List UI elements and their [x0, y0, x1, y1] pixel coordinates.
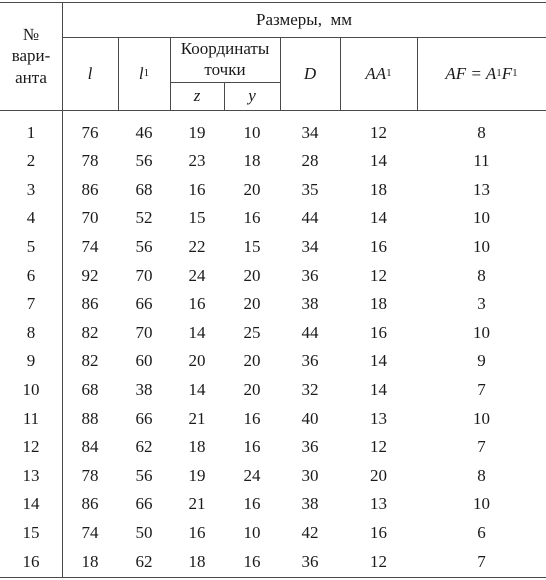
header-bottom-border — [0, 110, 546, 111]
variant-number: 3 — [26, 179, 36, 199]
variant-header-line3: анта — [15, 67, 47, 87]
cell-z: 22 — [188, 236, 206, 256]
cell-aa1: 18 — [370, 294, 387, 314]
cell-af: 3 — [477, 294, 486, 314]
cell-l: 86 — [81, 179, 99, 199]
cell-l: 70 — [81, 208, 99, 228]
cell-d: 44 — [301, 208, 319, 228]
cell-l1: 70 — [135, 322, 153, 342]
cell-l1: 66 — [135, 408, 153, 428]
cell-d: 38 — [301, 494, 319, 514]
variant-number: 7 — [26, 294, 36, 314]
column-header-af-part1: AF = A — [445, 63, 497, 83]
cell-y: 16 — [243, 437, 261, 457]
cell-l: 86 — [81, 294, 99, 314]
variant-number: 11 — [22, 408, 40, 428]
cell-aa1: 14 — [370, 379, 387, 399]
cell-aa1: 13 — [370, 408, 387, 428]
column-header-af — [417, 37, 546, 110]
cell-z: 18 — [188, 437, 206, 457]
cell-l: 18 — [81, 551, 99, 571]
column-header-z: z — [193, 86, 201, 106]
cell-af: 11 — [473, 151, 490, 171]
cell-l1: 46 — [135, 122, 153, 142]
cell-af: 10 — [473, 408, 490, 428]
cell-aa1: 20 — [370, 465, 387, 485]
cell-aa1: 14 — [370, 351, 387, 371]
cell-aa1: 16 — [370, 236, 387, 256]
cell-l1: 56 — [135, 151, 153, 171]
column-header-af-subscript1: 1 — [496, 67, 502, 80]
cell-l1: 56 — [135, 465, 153, 485]
cell-l: 74 — [81, 236, 99, 256]
column-header-aa1 — [340, 37, 417, 110]
cell-aa1: 13 — [370, 494, 387, 514]
variant-number: 4 — [26, 208, 36, 228]
cell-l1: 50 — [135, 522, 153, 542]
cell-y: 20 — [243, 265, 261, 285]
cell-af: 7 — [477, 437, 486, 457]
cell-y: 20 — [243, 294, 261, 314]
column-header-af-part2: F — [501, 63, 513, 83]
cell-af: 8 — [477, 465, 486, 485]
cell-y: 24 — [243, 465, 261, 485]
cell-l: 84 — [81, 437, 99, 457]
cell-d: 30 — [301, 465, 319, 485]
cell-l: 82 — [81, 351, 99, 371]
variant-header — [0, 2, 62, 110]
column-header-coordinates — [170, 37, 280, 82]
cell-y: 16 — [243, 494, 261, 514]
cell-z: 18 — [188, 551, 206, 571]
cell-d: 38 — [301, 294, 319, 314]
variant-number: 13 — [22, 465, 40, 485]
cell-z: 14 — [188, 322, 206, 342]
variant-number: 12 — [22, 437, 40, 457]
cell-d: 40 — [301, 408, 319, 428]
cell-aa1: 18 — [370, 179, 387, 199]
cell-aa1: 12 — [370, 122, 387, 142]
variant-number: 16 — [22, 551, 40, 571]
variant-number: 15 — [22, 522, 40, 542]
cell-z: 20 — [188, 351, 206, 371]
cell-l: 76 — [81, 122, 99, 142]
cell-z: 15 — [188, 208, 206, 228]
cell-z: 16 — [188, 522, 206, 542]
cell-aa1: 12 — [370, 437, 387, 457]
cell-af: 10 — [473, 322, 490, 342]
cell-y: 16 — [243, 551, 261, 571]
column-header-aa1-text: AA — [365, 63, 387, 83]
column-header-l-text: l — [87, 63, 93, 83]
cell-y: 18 — [243, 151, 261, 171]
cell-y: 20 — [243, 379, 261, 399]
cell-l1: 62 — [135, 437, 153, 457]
cell-l1: 56 — [135, 236, 153, 256]
cell-aa1: 16 — [370, 322, 387, 342]
cell-d: 36 — [301, 265, 319, 285]
cell-l1: 62 — [135, 551, 153, 571]
cell-d: 36 — [301, 551, 319, 571]
cell-d: 34 — [301, 122, 319, 142]
cell-af: 10 — [473, 236, 490, 256]
column-header-l1 — [118, 37, 170, 110]
coordinates-line2: точки — [204, 59, 246, 79]
cell-y: 16 — [243, 408, 261, 428]
cell-y: 10 — [243, 522, 261, 542]
cell-d: 44 — [301, 322, 319, 342]
cell-z: 16 — [188, 294, 206, 314]
cell-y: 25 — [243, 322, 261, 342]
variant-number: 2 — [26, 151, 36, 171]
cell-l1: 60 — [135, 351, 153, 371]
variant-header-line2: вари- — [11, 46, 51, 66]
cell-aa1: 16 — [370, 522, 387, 542]
table-bottom-border — [0, 577, 546, 578]
cell-l: 86 — [81, 494, 99, 514]
column-header-af-subscript2: 1 — [512, 67, 518, 80]
cell-af: 10 — [473, 494, 490, 514]
cell-l: 78 — [81, 465, 99, 485]
cell-af: 8 — [477, 122, 486, 142]
variant-number: 9 — [26, 351, 36, 371]
cell-y: 15 — [243, 236, 261, 256]
variant-number: 8 — [26, 322, 36, 342]
cell-d: 32 — [301, 379, 319, 399]
cell-l: 78 — [81, 151, 99, 171]
column-header-l1-text: l — [138, 63, 144, 83]
cell-d: 36 — [301, 437, 319, 457]
variant-number: 5 — [26, 236, 36, 256]
dimensions-group-title: Размеры, мм — [256, 9, 352, 29]
cell-z: 21 — [188, 494, 206, 514]
cell-d: 42 — [301, 522, 319, 542]
cell-aa1: 14 — [370, 208, 387, 228]
cell-af: 7 — [477, 551, 486, 571]
cell-af: 13 — [473, 179, 490, 199]
column-header-y: y — [248, 86, 256, 106]
cell-z: 19 — [188, 465, 206, 485]
cell-y: 16 — [243, 208, 261, 228]
coordinates-line1: Координаты — [180, 39, 270, 59]
cell-z: 14 — [188, 379, 206, 399]
cell-aa1: 14 — [370, 151, 387, 171]
column-header-l1-subscript: 1 — [143, 67, 150, 80]
cell-l: 74 — [81, 522, 99, 542]
cell-y: 20 — [243, 179, 261, 199]
cell-l: 82 — [81, 322, 99, 342]
column-header-aa1-subscript: 1 — [386, 67, 392, 80]
cell-aa1: 12 — [370, 265, 387, 285]
cell-af: 7 — [477, 379, 486, 399]
cell-z: 16 — [188, 179, 206, 199]
cell-l: 68 — [81, 379, 99, 399]
variant-header-number-sign: № — [22, 25, 40, 45]
cell-d: 34 — [301, 236, 319, 256]
cell-l1: 70 — [135, 265, 153, 285]
cell-l: 92 — [81, 265, 99, 285]
cell-d: 36 — [301, 351, 319, 371]
cell-z: 19 — [188, 122, 206, 142]
cell-af: 10 — [473, 208, 490, 228]
cell-z: 23 — [188, 151, 206, 171]
cell-l1: 66 — [135, 294, 153, 314]
column-header-l — [62, 37, 118, 110]
variant-number: 6 — [26, 265, 36, 285]
cell-y: 20 — [243, 351, 261, 371]
column-header-d: D — [303, 63, 317, 83]
cell-af: 8 — [477, 265, 486, 285]
cell-l1: 38 — [135, 379, 153, 399]
variant-number: 14 — [22, 494, 40, 514]
cell-af: 6 — [477, 522, 486, 542]
cell-l1: 66 — [135, 494, 153, 514]
cell-af: 9 — [477, 351, 486, 371]
cell-d: 35 — [301, 179, 319, 199]
cell-d: 28 — [301, 151, 319, 171]
cell-l: 88 — [81, 408, 99, 428]
variant-number: 1 — [26, 122, 36, 142]
cell-z: 21 — [188, 408, 206, 428]
variant-number: 10 — [22, 379, 40, 399]
cell-y: 10 — [243, 122, 261, 142]
cell-l1: 68 — [135, 179, 153, 199]
cell-l1: 52 — [135, 208, 153, 228]
cell-aa1: 12 — [370, 551, 387, 571]
cell-z: 24 — [188, 265, 206, 285]
